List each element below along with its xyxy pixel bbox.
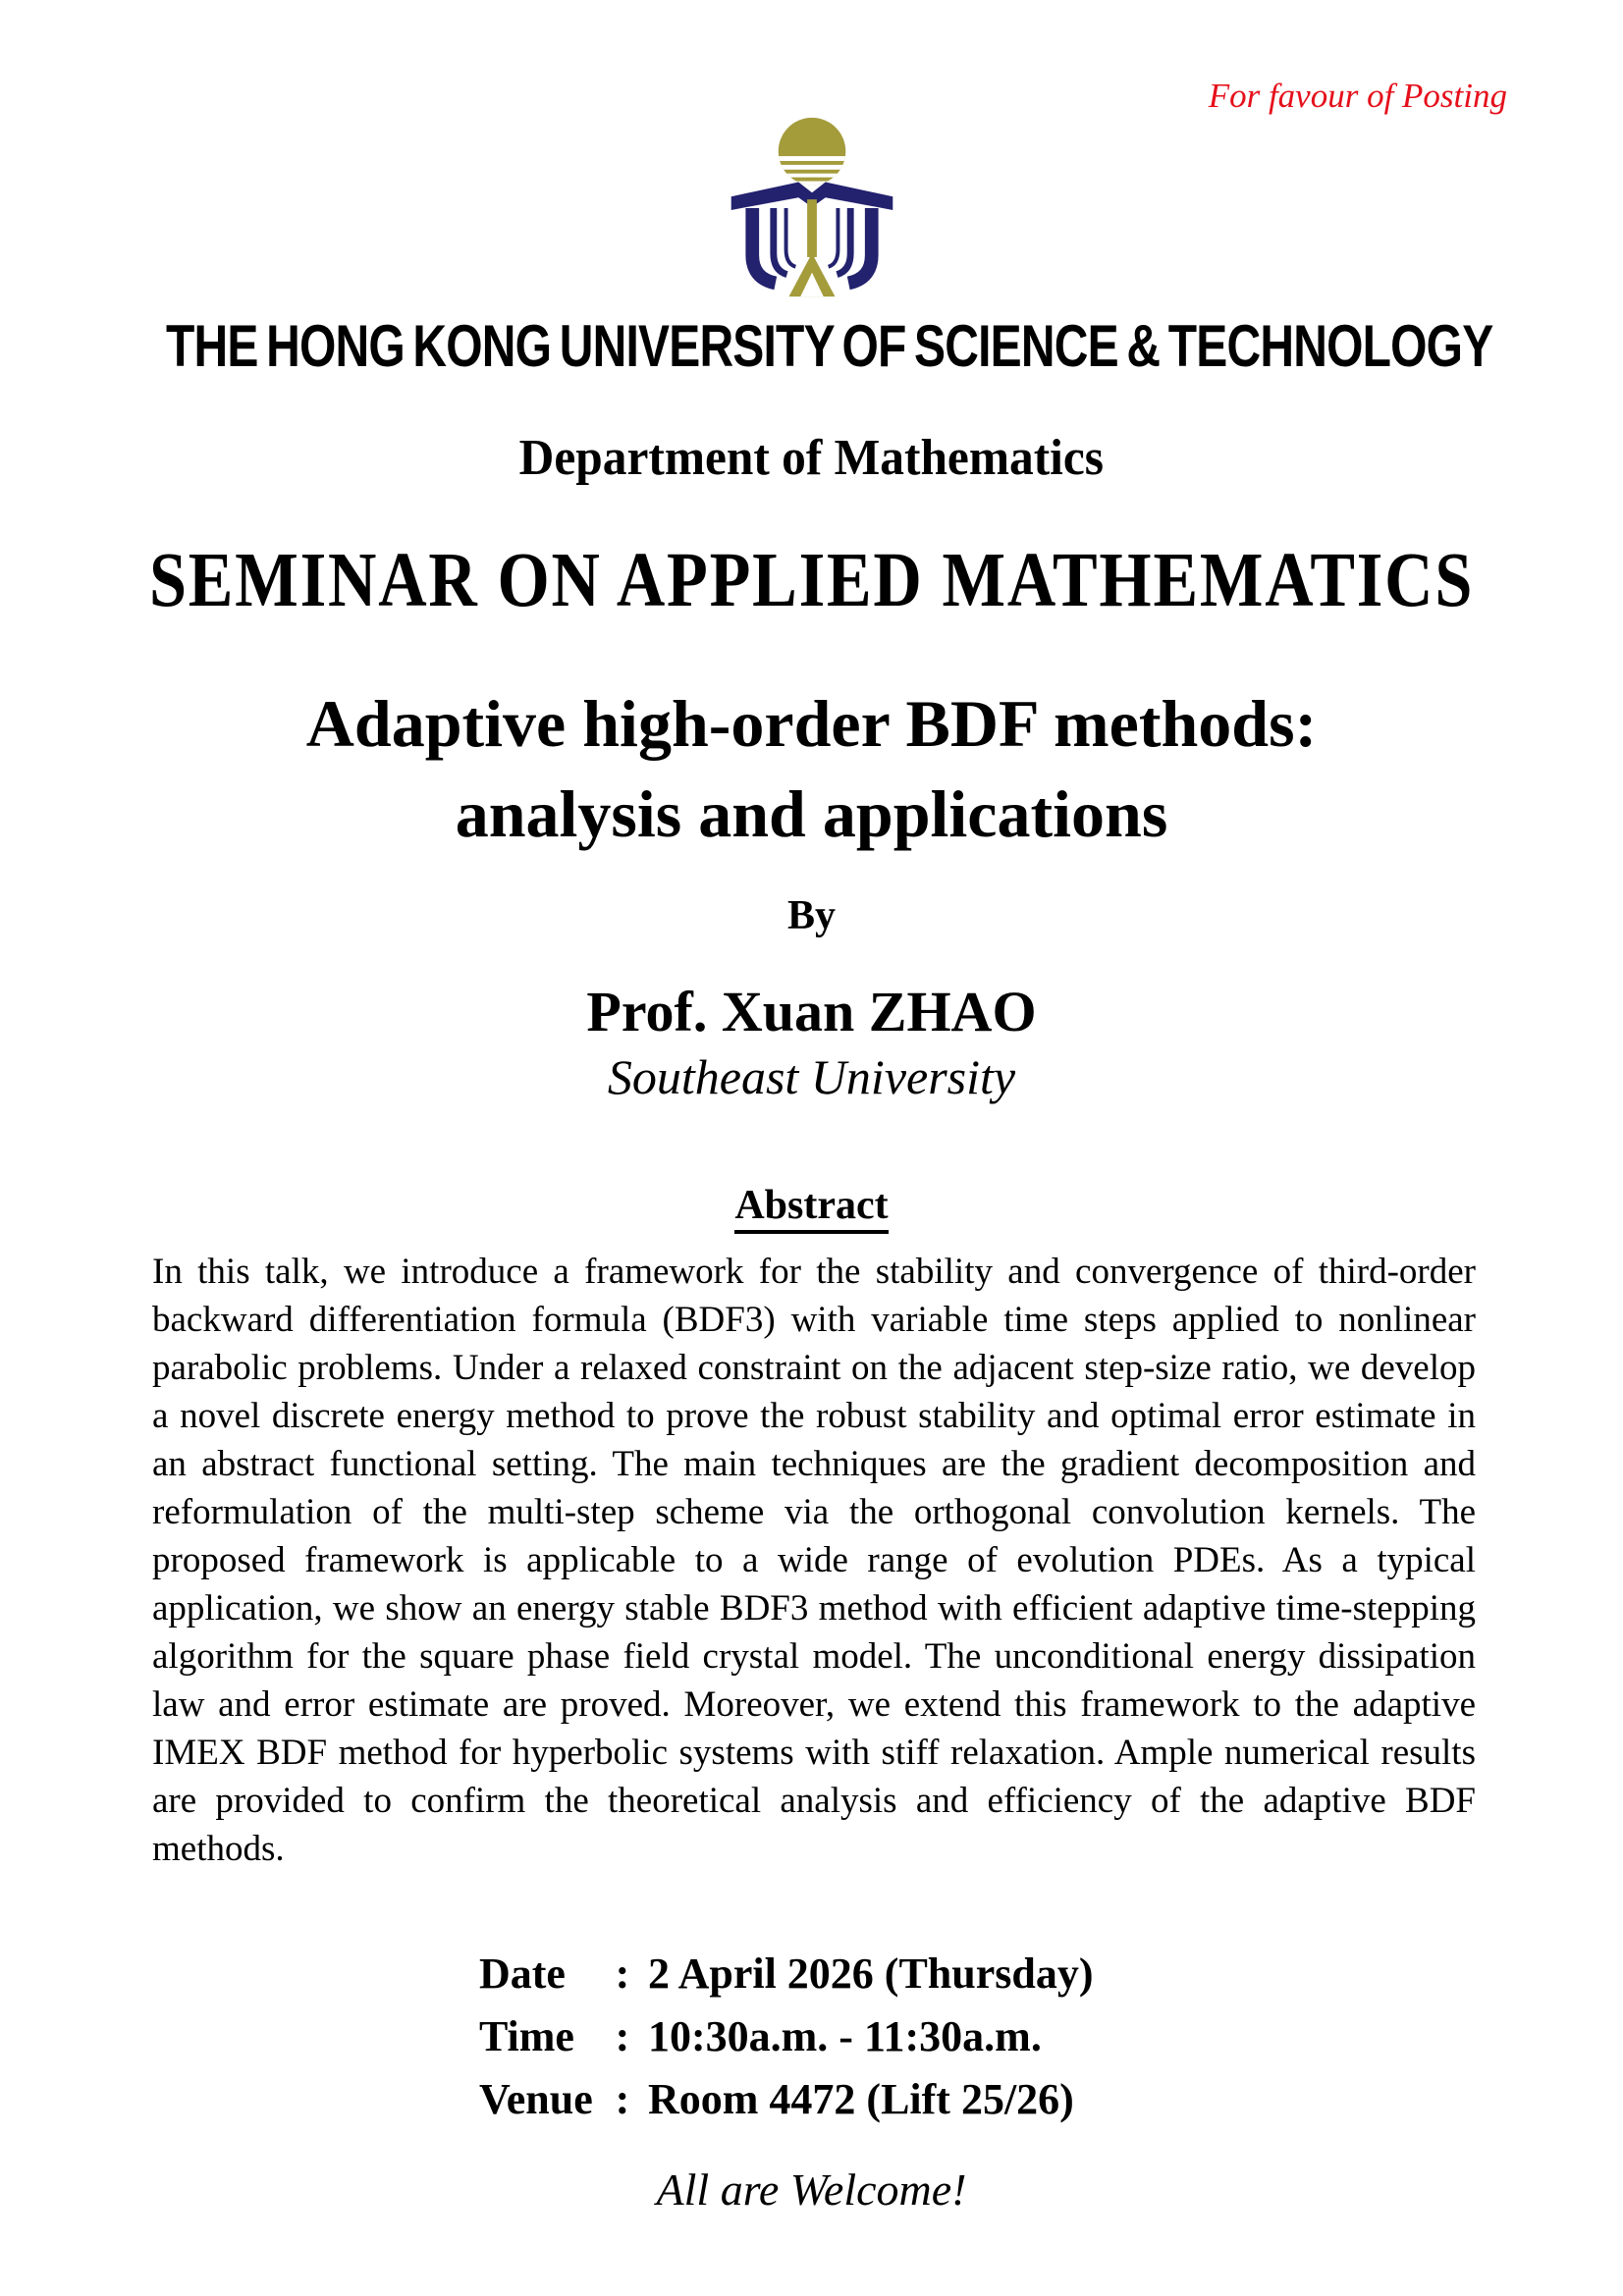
detail-separator: : [615, 1949, 630, 1998]
talk-title-line2: analysis and applications [455, 776, 1168, 851]
detail-label-venue: Venue [479, 2075, 593, 2123]
by-label: By [786, 893, 836, 938]
detail-label-date: Date [479, 1949, 566, 1998]
detail-label-time: Time [479, 2012, 574, 2060]
speaker-affiliation: Southeast University [607, 1049, 1016, 1104]
talk-title [0, 678, 1623, 859]
university-name: THE HONG KONG UNIVERSITY OF SCIENCE & TECHNOLOGY [165, 313, 1493, 379]
hkust-logo [716, 113, 908, 301]
detail-value-time: 10:30a.m. - 11:30a.m. [648, 2012, 1042, 2060]
department-name: Department of Mathematics [518, 430, 1105, 486]
detail-separator: : [615, 2075, 630, 2123]
detail-separator: : [615, 2012, 630, 2060]
talk-title-line1: Adaptive high-order BDF methods: [305, 686, 1318, 761]
abstract-heading: Abstract [0, 1182, 1623, 1234]
posting-note: For favour of Posting [1208, 77, 1507, 115]
speaker-name: Prof. Xuan ZHAO [586, 980, 1037, 1043]
detail-value-date: 2 April 2026 (Thursday) [648, 1949, 1094, 1998]
seminar-series-heading: SEMINAR ON APPLIED MATHEMATICS [148, 536, 1475, 624]
event-details [479, 1949, 1623, 2124]
abstract-text: In this talk, we introduce a framework for the stability and convergence of third-order backward differentiation formula (BDF3) with variable time steps applied to nonlinear parabolic problems. Under a relaxed constraint on the adjacent step-size ratio, we develop a novel discrete energy method to prove the robust stability and optimal error estimate in an abstract functional setting. The main techniques are the gradient decomposition and reformulation of the multi-step scheme via the orthogonal convolution kernels. The proposed framework is applicable to a wide range of evolution PDEs. As a typical application, we show an energy stable BDF3 method with efficient adaptive time-stepping algorithm for the square phase field crystal model. The unconditional energy dissipation law and error estimate are proved. Moreover, we extend this framework to the adaptive IMEX BDF method for hyperbolic systems with stiff relaxation. Ample numerical results are provided to confirm the theoretical analysis and efficiency of the adaptive BDF methods. [152, 1252, 1476, 1869]
detail-value-venue: Room 4472 (Lift 25/26) [648, 2075, 1074, 2123]
welcome-note: All are Welcome! [656, 2164, 967, 2215]
logo-container [0, 0, 1623, 306]
